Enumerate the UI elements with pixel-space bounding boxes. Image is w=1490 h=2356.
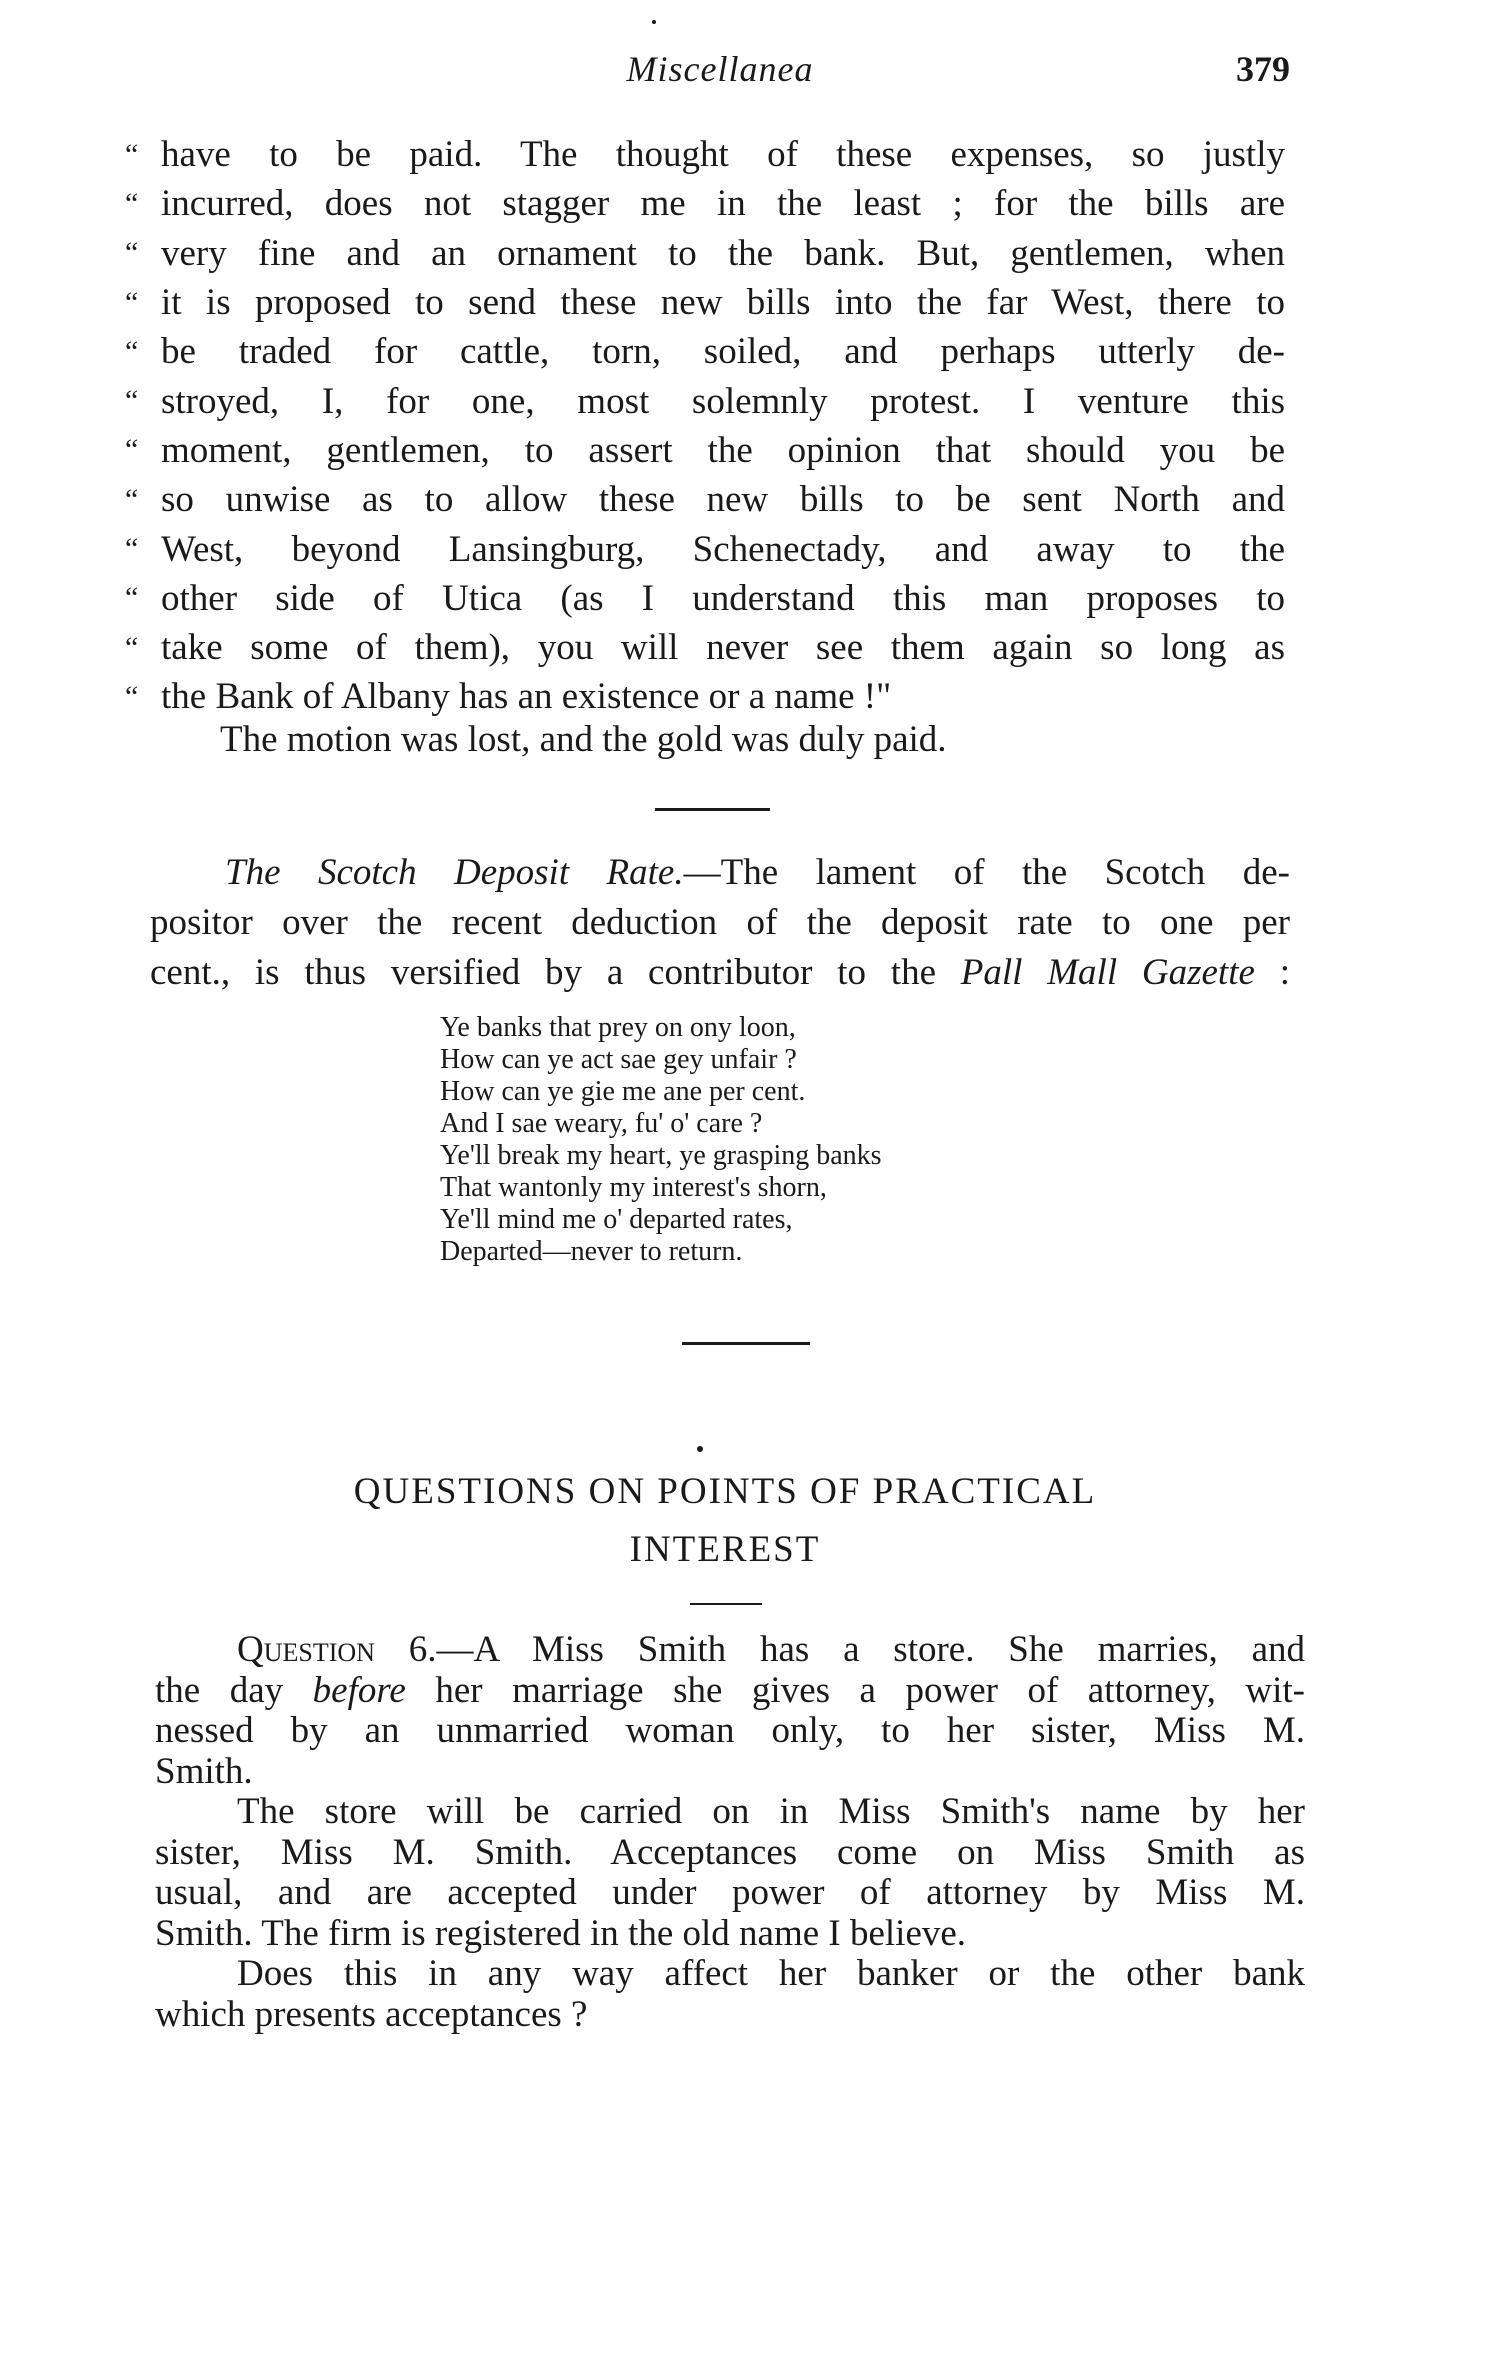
quote-text: take some of them), you will never see them again so long as [161, 627, 1285, 669]
text-line [150, 848, 1290, 898]
quoted-speech [125, 130, 1285, 722]
quote-line [125, 574, 1285, 623]
quote-mark: “ [125, 482, 139, 516]
scotch-paragraph [150, 848, 1290, 998]
quote-line [125, 426, 1285, 475]
quote-text: the Bank of Albany has an existence or a name !" [161, 676, 892, 718]
scotch-text: : [1254, 952, 1290, 993]
section-heading: QUESTIONS ON POINTS OF PRACTICAL [353, 1471, 1097, 1512]
text-line: sister, Miss M. Smith. Acceptances come on Miss Smith as [155, 1831, 1305, 1873]
question-text: her marriage she gives a power of attorney, wit- [405, 1669, 1305, 1711]
question-section [155, 1630, 1305, 2035]
quote-line [125, 179, 1285, 228]
text-line: Does this in any way affect her banker or the other bank [237, 1953, 1305, 1994]
poem-line: How can ye act sae gey unfair ? [440, 1044, 797, 1075]
poem-line: Departed—never to return. [440, 1236, 743, 1267]
scotch-text: —The lament of the Scotch de- [683, 852, 1290, 893]
quote-mark: “ [125, 532, 139, 566]
quote-mark: “ [125, 285, 139, 319]
question-text: —A Miss Smith has a store. She marries, and [436, 1629, 1305, 1670]
scotch-text: cent., is thus versified by a contributor to the [150, 952, 961, 993]
quote-text: so unwise as to allow these new bills to be sent North and [161, 479, 1285, 521]
poem-line: Ye banks that prey on ony loon, [440, 1012, 796, 1043]
quote-mark: “ [125, 236, 139, 270]
quote-text: other side of Utica (as I understand this man proposes to [161, 577, 1285, 619]
section-divider [682, 1342, 810, 1345]
quote-text: stroyed, I, for one, most solemnly protest. I venture this [161, 380, 1285, 422]
poem [440, 1012, 882, 1268]
scotch-title: The Scotch Deposit Rate. [225, 852, 684, 893]
quote-mark: “ [125, 581, 139, 615]
quote-mark: “ [125, 137, 139, 171]
quote-text: very fine and an ornament to the bank. But, gentlemen, when [161, 232, 1285, 274]
quote-text: have to be paid. The thought of these expenses, so justly [161, 134, 1285, 176]
running-title: Miscellanea [626, 49, 814, 89]
print-speck [652, 20, 656, 24]
quote-line [125, 672, 1285, 721]
quote-mark: “ [125, 433, 139, 467]
text-line: usual, and are accepted under power of attorney by Miss M. [155, 1872, 1305, 1913]
text-line [155, 1630, 1305, 1671]
text-line [155, 1671, 1305, 1712]
quote-text: West, beyond Lansingburg, Schenectady, and away to the [161, 528, 1285, 570]
quote-line [125, 327, 1285, 376]
question-text: the day [155, 1669, 313, 1711]
text-line [150, 948, 1290, 998]
quote-line [125, 376, 1285, 425]
text-line: Smith. [155, 1750, 253, 1792]
quote-mark: “ [125, 630, 139, 664]
heading-divider [690, 1603, 762, 1605]
text-line: positor over the recent deduction of the deposit rate to one per [150, 902, 1290, 943]
poem-line: Ye'll mind me o' departed rates, [440, 1204, 793, 1235]
quote-text: incurred, does not stagger me in the least ; for the bills are [161, 183, 1285, 225]
print-speck [697, 1446, 703, 1452]
section-divider [655, 808, 770, 811]
quote-mark: “ [125, 186, 139, 220]
quote-line [125, 278, 1285, 327]
poem-line: And I sae weary, fu' o' care ? [440, 1108, 763, 1139]
quote-line [125, 130, 1285, 179]
quote-text: moment, gentlemen, to assert the opinion that should you be [161, 429, 1285, 471]
closing-sentence: The motion was lost, and the gold was duly paid. [220, 719, 947, 760]
quote-line [125, 475, 1285, 524]
poem-line: That wantonly my interest's shorn, [440, 1172, 827, 1203]
emphasis: before [312, 1669, 406, 1711]
gazette-name: Pall Mall Gazette [960, 952, 1255, 993]
text-line: which presents acceptances ? [155, 1993, 588, 2035]
quote-mark: “ [125, 334, 139, 368]
text-line: The store will be carried on in Miss Smith's name by her [237, 1791, 1305, 1832]
section-heading-cont: INTEREST [629, 1529, 821, 1570]
quote-text: it is proposed to send these new bills into the far West, there to [161, 282, 1285, 324]
poem-line: Ye'll break my heart, ye grasping banks [440, 1140, 882, 1171]
quote-mark: “ [125, 679, 139, 713]
page-number: 379 [1236, 49, 1290, 89]
running-header [150, 48, 1290, 98]
question-label: Question 6. [237, 1629, 437, 1670]
poem-line: How can ye gie me ane per cent. [440, 1076, 806, 1107]
quote-line [125, 524, 1285, 573]
quote-line [125, 229, 1285, 278]
quote-text: be traded for cattle, torn, soiled, and perhaps utterly de- [161, 331, 1285, 373]
quote-mark: “ [125, 384, 139, 418]
text-line: Smith. The firm is registered in the old name I believe. [155, 1912, 967, 1954]
text-line: nessed by an unmarried woman only, to her sister, Miss M. [155, 1710, 1305, 1751]
quote-line [125, 623, 1285, 672]
